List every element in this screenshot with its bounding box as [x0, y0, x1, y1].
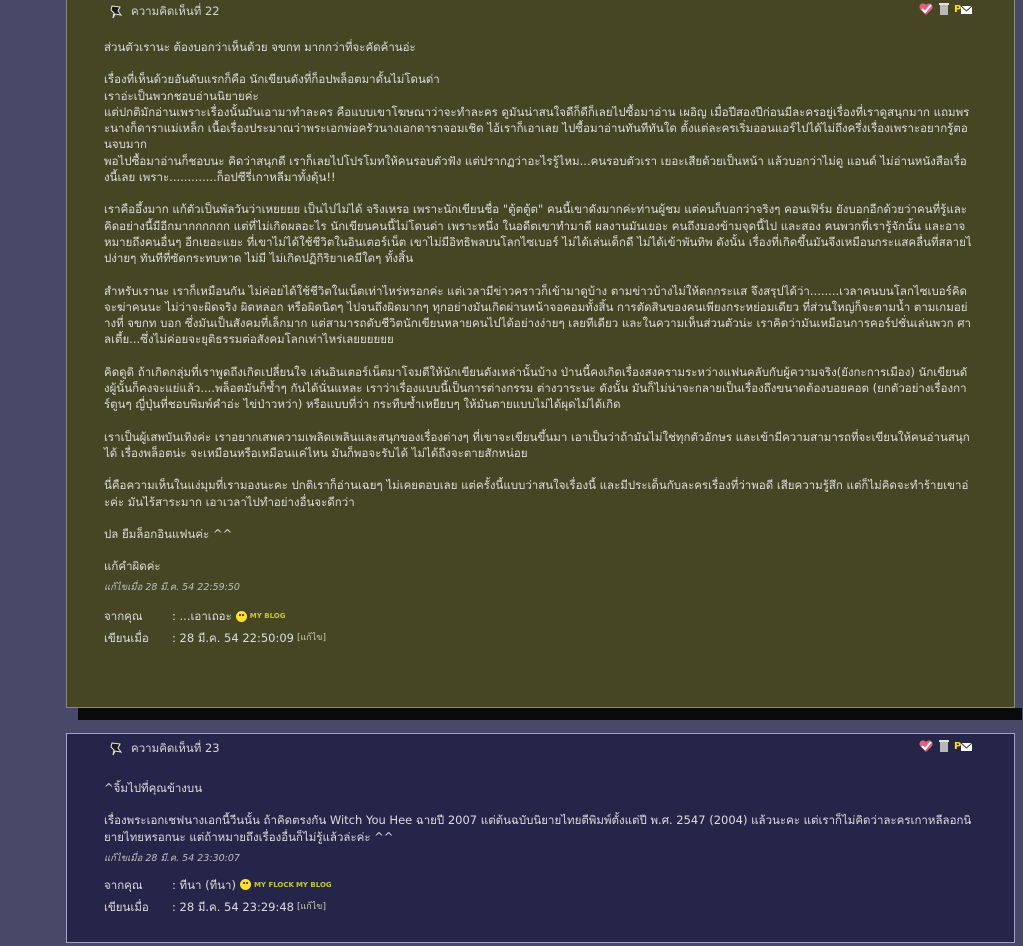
card-shadow — [78, 708, 1022, 720]
comment-body — [104, 780, 972, 918]
trash-icon[interactable] — [939, 738, 949, 757]
author-row — [104, 605, 972, 627]
author-label: จากคุณ — [104, 609, 143, 624]
myflock-badge[interactable]: MY FLOCK — [253, 880, 294, 889]
comment-header — [109, 740, 220, 758]
svg-text:P: P — [954, 741, 962, 752]
comment-paragraph: เรื่องที่เห็นด้วยอันดับแรกก็คือ นักเขียนดังที่ก็อปพล็อตมาดั้นไม่โดนด่า เราอ่ะเป็นพวกชอบอ่านนิยายค่ะ แต่ปกติมักอ่านเพราะเรื่องนั้นมันเอามาทำละคร คือแบบเขาโฆษณาว่าจะทำละคร ดูมันน่าสนใจดีก็ดีก็เลยไปซื้อมาอ่าน เผอิญ เมื่อปีสองปีก่อนมีละครอยู่เรื่องที่เราดูสนุกมาก แถมพระนางก็ดาราแม่เหล็ก เนื้อเรื่องประมาณว่าพระเอกพ่อครัวนางเอกดาราจอมเชิด ไอ้เราก็เอาเลย ไปซื้อมาอ่านทันทีทันใด ตั้งแต่ละครเริ่มออนแอร์ไปได้ไม่ถึงครึ่งเรื่องเพราะอยากรู้ตอนจบมาก พอไปซื้อมาอ่านก็ชอบนะ คิดว่าสนุกดี เราก็เลยไปโปรโมทให้คนรอบตัวฟัง แต่ปรากฏว่าอะไรรู้ไหม...คนรอบตัวเรา เยอะเสียด้วยเป็นหน้า แล้วบอกว่าไม่ดู แอนด์ ไม่อ่านหนังสือเรื่องนี้เลย เพราะ.............ก็อปซีรี่เกาหลีมาทั้งดุ้น!! — [104, 72, 970, 185]
trash-icon[interactable] — [939, 1, 949, 20]
smiley-icon — [240, 879, 251, 890]
comment-header — [109, 3, 220, 21]
comment-card-22 — [66, 0, 1015, 708]
right-scroll-edge — [1017, 0, 1023, 946]
comment-paragraph: ^จิ้มไปที่คุณข้างบน — [104, 781, 203, 795]
comment-card-23 — [66, 733, 1015, 943]
comment-paragraph: ส่วนตัวเรานะ ต้องบอกว่าเห็นด้วย จขกท มากกว่าที่จะคัดค้านอ่ะ — [104, 40, 416, 54]
comment-tools — [918, 738, 972, 757]
edited-note: แก้ไขเมื่อ 28 มี.ค. 54 22:59:50 — [104, 582, 240, 594]
author-label: จากคุณ — [104, 877, 143, 892]
comment-paragraph: เราเป็นผู้เสพบันเทิงค่ะ เราอยากเสพความเพลิดเพลินและสนุกของเรื่องต่างๆ ที่เขาจะเขียนขึ้นมา เอาเป็นว่าถ้ามันไม่ใช่ทุกตัวอักษร และเข้ามีความสามารถที่จะเขียนให้คนอ่านสนุกได้ เรื่องพล็อตน่ะ จะเหมือนหรือเหมือนแค่ไหน มันก็พอจะรับได้ ไม่ได้ถึงจะตายสักหน่อย — [104, 429, 970, 460]
comment-paragraph: เรื่องพระเอกเชฟนางเอกนี้วีนนั้น ถ้าคิดตรงกัน Witch You Hee ฉายปี 2007 แต่ต้นฉบับนิยายไทยตีพิมพ์ตั้งแต่ปี พ.ศ. 2547 (2004) แล้วนะคะ แต่เราก็ไม่คิดว่าละครเกาหลีลอกนิยายไทยหรอกนะ แต่ถ้าหมายถึงเรื่องอื่นก็ไม่รู้แล้วล่ะค่ะ ^^ — [104, 813, 972, 844]
author-name[interactable]: : ทีนา (ทีนา) — [172, 877, 236, 892]
svg-text:P: P — [954, 4, 962, 15]
author-row — [104, 874, 972, 896]
comment-paragraph: คิดดูดิ ถ้าเกิดกลุ่มที่เราพูดถึงเกิดเปลี่ยนใจ เล่นอินเตอร์เน็ตมาโจมตีให้นักเขียนดังเหล่านั้นบ้าง ป่านนี้คงเกิดเรื่องสงครามระหว่างแฟนคลับกับผู้ความจริง(ยังกะการเมือง) นักเขียนดังผู้นั้นก็คงจะแย่แล้ว....พล็อตมันก็ซ้ำๆ กันได้นั่นแหละ เราว่าเรื่องแบบนี้เป็นการต่างกรรม ต่างวาระนะ ดังนั้น มันก็ไม่น่าจะกลายเป็นเรื่องถึงขนาดต้องบอยคอต (ยกตัวอย่างเรื่องการ์ตูนๆ ญี่ปุ่นที่ชอบพิมพ์คำอ่ะ ไข่ป่าวหว่า) หรือแบบที่ว่า กระทืบซ้ำเหยียบๆ ให้มันตายแบบไม่ได้ผุดไม่ได้เกิด — [104, 364, 968, 412]
comment-paragraph: นี่คือความเห็นในแง่มุมที่เรามองนะคะ ปกติเราก็อ่านเฉยๆ ไม่เคยตอบเลย แต่ครั้งนี้แบบว่าสนใจเรื่องนี้ และมีประเด็นกับละครเรื่องที่ว่าพอดี เสียความรู้สึก แต่ก็ไม่คิดจะทำร้ายเขาอ่ะค่ะ มันไร้สาระมาก เอาเวลาไปทำอย่างอื่นจะดีกว่า — [104, 478, 969, 509]
author-name[interactable]: : ...เอาเถอะ — [172, 609, 232, 624]
pm-mail-icon[interactable] — [954, 738, 972, 757]
posted-row — [104, 896, 972, 918]
comment-paragraph: ปล ยืมล็อกอินแฟนค่ะ ^^ — [104, 526, 233, 541]
comment-title: ความคิดเห็นที่ 23 — [131, 741, 220, 755]
myblog-badge[interactable]: MY BLOG — [249, 612, 286, 621]
myblog-badge[interactable]: MY BLOG — [295, 880, 332, 889]
edit-link[interactable]: [แก้ไข] — [297, 901, 326, 912]
posted-label: เขียนเมื่อ — [104, 899, 149, 914]
posted-time: : 28 มี.ค. 54 22:50:09 — [172, 631, 294, 646]
pin-icon — [109, 4, 125, 20]
edited-note: แก้ไขเมื่อ 28 มี.ค. 54 23:30:07 — [104, 852, 240, 864]
pm-mail-icon[interactable] — [954, 1, 972, 20]
left-rail — [0, 0, 66, 946]
comment-title: ความคิดเห็นที่ 22 — [131, 4, 220, 18]
heart-check-icon[interactable] — [918, 738, 934, 757]
comment-paragraph: แก้คำผิดค่ะ — [104, 559, 161, 574]
edit-link[interactable]: [แก้ไข] — [297, 633, 326, 644]
pin-icon — [109, 741, 125, 757]
comment-tools — [918, 1, 972, 20]
heart-check-icon[interactable] — [918, 1, 934, 20]
comment-body — [104, 39, 972, 649]
posted-row — [104, 627, 972, 649]
posted-label: เขียนเมื่อ — [104, 631, 149, 646]
comment-paragraph: เราคืออึ้งมาก แก้ตัวเป็นพัลวันว่าเหยยยย เป็นไปไม่ได้ จริงเหรอ เพราะนักเขียนชื่อ "ตู้ตตู้ต" คนนี้เขาดังมากค่ะท่านผู้ชม แต่คนก็บอกว่าจริงๆ คอนเฟิร์ม ยังบอกอีกด้วยว่าคนที่รู้และคิดอย่างนี้มีอีกมากกกกกก แต่ที่ไม่เกิดผลอะไร นักเขียนคนนี้ไม่โดนด่า เพราะหนึ่ง ในอดีตเขาทำมาดี ผลงานมันเยอะ คนถึงมองข้ามจุดนี้ไป และสอง คนพวกที่เรารู้จักนั้น และอาจหมายถึงคนอื่นๆ อีกเยอะแยะ ที่เขาไม่ได้ใช้ชีวิตในอินเตอร์เน็ต เขาไม่มีอิทธิพลบนโลกไซเบอร์ ไม่ได้เล่นเด็กดี ไม่ได้เข้าพันทิพ ดังนั้น เรื่องที่เกิดขึ้นมันจึงเหมือนกระแสคลื่นที่สลายไปง่ายๆ ทันทีที่ซัดกระทบหาด ไม่มี ไม่เกิดปฏิกิริยาเคมีใดๆ ทั้งสิ้น — [104, 202, 972, 266]
posted-time: : 28 มี.ค. 54 23:29:48 — [172, 899, 294, 914]
smiley-icon — [236, 611, 247, 622]
comment-paragraph: สำหรับเรานะ เราก็เหมือนกัน ไม่ค่อยได้ใช้ชีวิตในเน็ตเท่าไหร่หรอกค่ะ แต่เวลามีข่าวคราวก็เข้ามาดูบ้าง ตามข่าวบ้างไม่ให้ตกกระแส จึงสรุปได้ว่า........เวลาคนบนโลกไซเบอร์คิดจะฆ่าคนนะ ไม่ว่าจะผิดจริง ผิดหลอก หรือผิดนิดๆ ไปจนถึงผิดมากๆ ทุกอย่างมันเกิดผ่านหน้าจอคอมทั้งสิ้น การตัดสินของคนเพียงกระหย่อมเดียว ที่ส่วนใหญ่ก็จะตามน้ำ ตามเกมอย่างที่ จขกท บอก ซึ่งมันเป็นสังคมที่เล็กมาก แต่สามารถดับชีวิตนักเขียนหลายคนไปได้อย่างง่ายๆ เลยทีเดียว และในความเห็นส่วนตัวน่ะ เราคิดว่ามันเหมือนการคอร์ปชั่นเล่นพวก ศาลเตี้ย...ซึ่งไม่ค่อยจะยุติธรรมต่อสังคมโลกเท่าไหร่เลยยยยยย — [104, 283, 972, 347]
